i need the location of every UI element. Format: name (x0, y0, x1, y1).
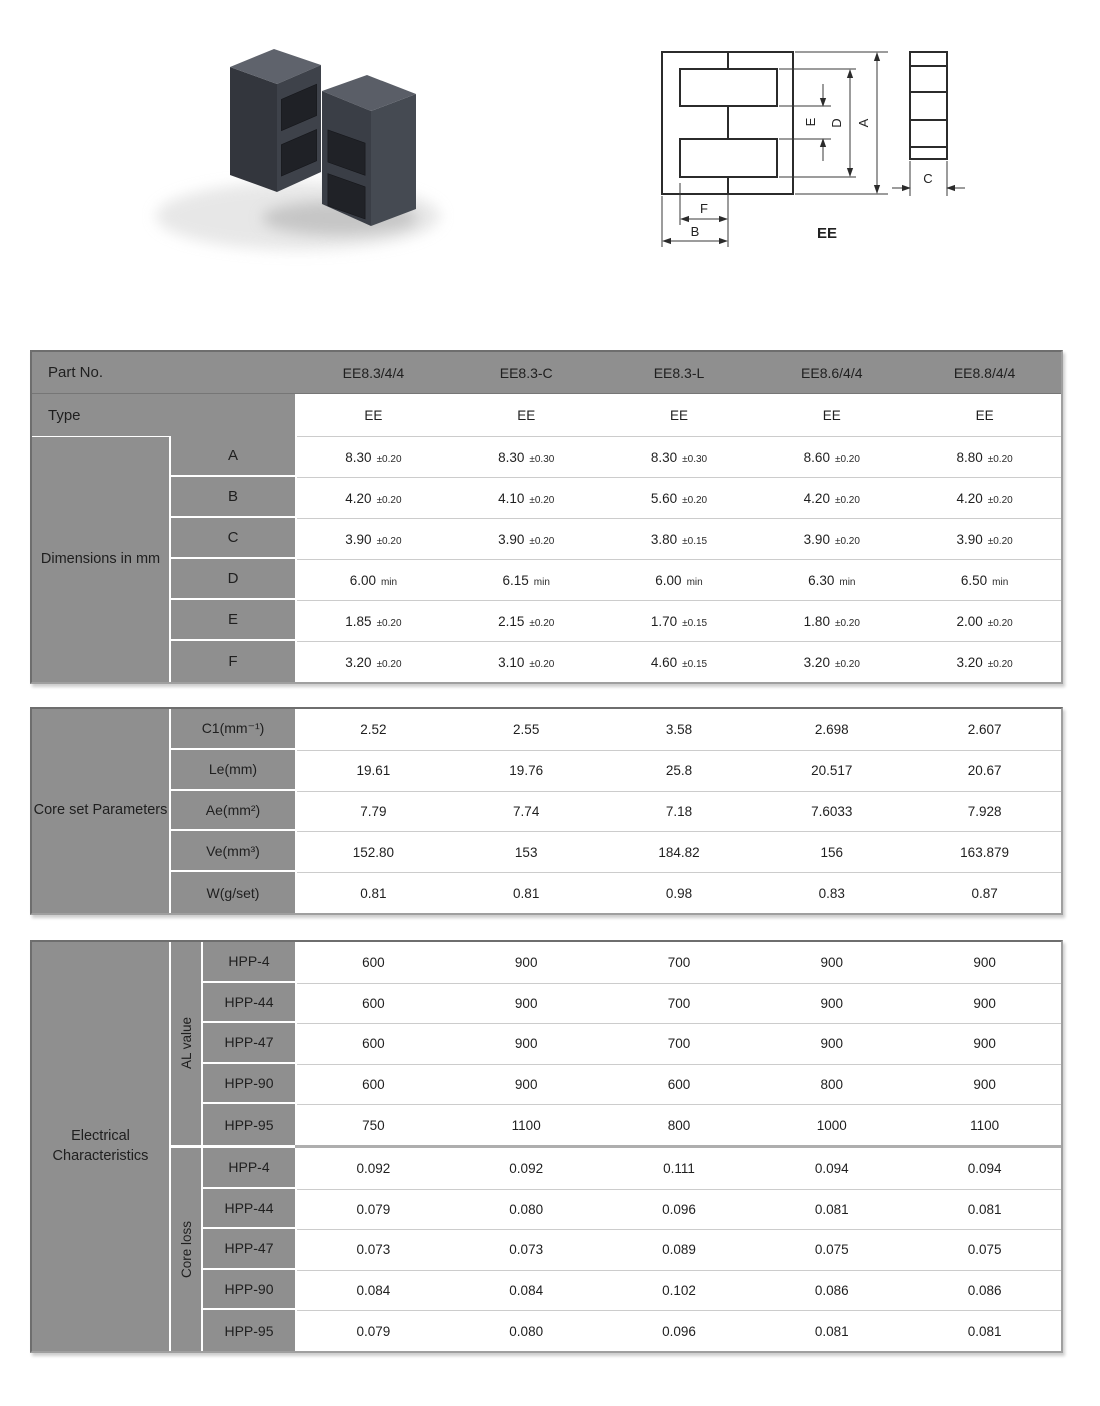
cell-value: 3.20 (803, 654, 830, 670)
cell-tolerance: ±0.20 (376, 494, 402, 506)
cell-value: 8.30 (498, 449, 525, 465)
cell-tolerance: ±0.20 (987, 617, 1013, 629)
cell (297, 436, 450, 477)
row-label: Ve(mm³) (171, 831, 295, 872)
cell-tolerance: ±0.20 (376, 658, 402, 670)
cell-value: 3.10 (498, 654, 525, 670)
cell (908, 600, 1061, 641)
cell-value: 4.10 (498, 490, 525, 506)
part-no-header-row (32, 352, 1061, 394)
cell-value: 3.90 (956, 531, 983, 547)
cell-value: 0.084 (450, 1270, 603, 1311)
cell-tolerance: ±0.15 (682, 617, 708, 629)
cell-value: 0.98 (603, 872, 756, 913)
cell-value: 0.089 (603, 1229, 756, 1270)
cell-value: EE (364, 407, 383, 423)
front-window-bottom (680, 139, 777, 177)
cell-value: 0.83 (755, 872, 908, 913)
cell (755, 600, 908, 641)
row-label: Ae(mm²) (171, 791, 295, 832)
row-label: HPP-95 (203, 1310, 295, 1351)
cell-value: 8.80 (956, 449, 983, 465)
cell (450, 436, 603, 477)
row-group-label: Dimensions in mm (32, 437, 169, 682)
cell-tolerance: ±0.20 (529, 658, 555, 670)
row-label: W(g/set) (171, 872, 295, 913)
cell-value: 19.76 (450, 750, 603, 791)
cell-tolerance: min (839, 576, 856, 588)
table-row (203, 1270, 1061, 1311)
cell-value: 184.82 (603, 831, 756, 872)
dim-label-b: B (690, 224, 700, 239)
subgroup-label: AL value (178, 1017, 194, 1070)
cell-value: 0.081 (755, 1310, 908, 1351)
column-header: EE8.6/4/4 (801, 364, 863, 381)
cell-value: 900 (450, 983, 603, 1024)
row-label: B (171, 477, 295, 518)
type-label: Type (32, 394, 295, 436)
cell-value: 900 (450, 1064, 603, 1105)
front-window-top (680, 69, 777, 106)
table-row (171, 559, 1061, 600)
ee-core-3d-render (130, 20, 460, 270)
front-view (662, 52, 793, 194)
cell-value: 600 (362, 954, 385, 970)
cell (297, 641, 450, 682)
cell-value: 600 (297, 1023, 450, 1064)
cell (603, 518, 756, 559)
cell (603, 559, 756, 600)
cell-value: 3.20 (956, 654, 983, 670)
cell-value: 0.111 (663, 1160, 695, 1176)
cell (603, 600, 756, 641)
row-label: HPP-47 (203, 1023, 295, 1064)
cell (297, 477, 450, 518)
table-row (171, 477, 1061, 518)
cell-value: 4.20 (345, 490, 372, 506)
cell (755, 477, 908, 518)
table-row (203, 1229, 1061, 1270)
cell (450, 600, 603, 641)
cell (450, 477, 603, 518)
cell-tolerance: min (533, 576, 550, 588)
cell-value: 600 (603, 1064, 756, 1105)
table-row (171, 436, 1061, 477)
cell (755, 559, 908, 600)
cell-tolerance: ±0.20 (987, 494, 1013, 506)
cell (908, 559, 1061, 600)
cell-tolerance: ±0.20 (529, 535, 555, 547)
dimension-diagram (620, 20, 1100, 270)
right-e-core (322, 75, 416, 226)
view-caption: EE (816, 225, 838, 242)
side-view (910, 52, 947, 159)
row-label: C (171, 518, 295, 559)
electrical-body (171, 942, 1061, 1351)
cell-value: 900 (755, 1023, 908, 1064)
row-label: D (171, 559, 295, 600)
cell-value: 3.90 (803, 531, 830, 547)
row-label: HPP-44 (203, 983, 295, 1024)
table-row (203, 1148, 1061, 1189)
table-row (171, 641, 1061, 682)
cell-value: 0.87 (908, 872, 1061, 913)
row-group-label: Core set Parameters (32, 709, 169, 913)
cell-value: 7.18 (603, 791, 756, 832)
cell-value: 0.081 (908, 1189, 1061, 1230)
cell-value: 153 (450, 831, 603, 872)
cell-value: 900 (908, 1064, 1061, 1105)
cell-value: 0.086 (755, 1270, 908, 1311)
cell (755, 436, 908, 477)
cell (603, 436, 756, 477)
cell-value: EE (517, 407, 536, 423)
cell-value: 0.094 (967, 1160, 1002, 1176)
cell-value: 152.80 (297, 831, 450, 872)
row-label: HPP-95 (203, 1104, 295, 1145)
cell (297, 600, 450, 641)
cell-value: 4.60 (650, 654, 678, 670)
dimension-drawing (620, 20, 1100, 270)
table-row (203, 1310, 1061, 1351)
cell-value: 1000 (755, 1104, 908, 1145)
cell (908, 436, 1061, 477)
cell-value: 700 (667, 954, 691, 970)
cell-tolerance: min (992, 576, 1009, 588)
table-row (171, 600, 1061, 641)
cell (450, 559, 603, 600)
cell-value: 4.20 (956, 490, 983, 506)
cell-value: 600 (297, 1064, 450, 1105)
cell-value: 8.30 (650, 449, 678, 465)
cell-value: 3.90 (345, 531, 372, 547)
cell-value: 20.517 (755, 750, 908, 791)
cell (450, 641, 603, 682)
dim-label-e: E (803, 117, 818, 127)
cell-tolerance: ±0.20 (376, 453, 402, 465)
cell-value: 0.075 (908, 1229, 1061, 1270)
cell-value: 0.092 (356, 1160, 391, 1176)
cell-tolerance: ±0.20 (834, 535, 860, 547)
cell-tolerance: ±0.20 (987, 453, 1013, 465)
row-label: A (171, 436, 295, 477)
row-label: Le(mm) (171, 750, 295, 791)
cell-value: 0.073 (297, 1229, 450, 1270)
cell-value: 6.00 (349, 572, 376, 588)
cell-value: EE (975, 407, 994, 423)
dimensions-body (171, 436, 1061, 682)
type-row (32, 394, 1061, 436)
table-row (203, 1064, 1061, 1105)
cell-value: 0.080 (450, 1189, 603, 1230)
cell-value: 1100 (908, 1104, 1061, 1145)
cell-tolerance: ±0.30 (682, 453, 708, 465)
cell-value: 1100 (450, 1104, 603, 1145)
cell-tolerance: ±0.20 (834, 658, 860, 670)
spec-table-electrical (30, 940, 1063, 1353)
cell-value: 2.607 (967, 721, 1002, 737)
cell-tolerance: ±0.15 (682, 535, 708, 547)
row-label: E (171, 600, 295, 641)
cell-value: 0.096 (603, 1310, 756, 1351)
cell-value: 0.81 (297, 872, 450, 913)
cell-value: 6.30 (808, 572, 835, 588)
cell-value: 2.15 (498, 613, 525, 629)
cell (908, 641, 1061, 682)
cell-value: 7.928 (908, 791, 1061, 832)
cell-value: 700 (603, 983, 756, 1024)
cell-value: 0.102 (603, 1270, 756, 1311)
cell (908, 477, 1061, 518)
left-e-core (230, 49, 321, 192)
cell-value: 2.00 (956, 613, 983, 629)
cell-value: 0.081 (908, 1310, 1061, 1351)
cell-value: 7.74 (450, 791, 603, 832)
cell-value: 6.00 (655, 572, 682, 588)
cell-value: 0.81 (450, 872, 603, 913)
table-row (203, 1104, 1061, 1145)
cell-tolerance: ±0.20 (529, 617, 555, 629)
row-label: HPP-90 (203, 1064, 295, 1105)
cell-value: 25.8 (603, 750, 756, 791)
column-header: EE8.3-L (653, 364, 705, 381)
dim-label-a: A (856, 118, 871, 128)
cell-value: 0.086 (908, 1270, 1061, 1311)
cell-value: 2.52 (360, 721, 387, 737)
cell-value: 600 (297, 983, 450, 1024)
cell-tolerance: ±0.20 (682, 494, 708, 506)
cell-value: 163.879 (908, 831, 1061, 872)
column-header: EE8.3/4/4 (342, 364, 405, 381)
row-label: F (171, 641, 295, 682)
cell (297, 518, 450, 559)
table-row (203, 1189, 1061, 1230)
cell-value: 19.61 (297, 750, 450, 791)
spec-table-core-set (30, 707, 1063, 915)
cell-value: 3.80 (650, 531, 678, 547)
cell-value: 1.80 (803, 613, 830, 629)
row-label: C1(mm⁻¹) (171, 709, 295, 750)
cell-value: 900 (820, 954, 844, 970)
cell-value: 7.79 (297, 791, 450, 832)
cell-value: 0.092 (509, 1160, 544, 1176)
cell-value: 6.50 (960, 572, 988, 588)
cell-value: 6.15 (502, 572, 529, 588)
cell-value: 0.080 (450, 1310, 603, 1351)
cell-value: 7.6033 (755, 791, 908, 832)
cell-value: 0.084 (297, 1270, 450, 1311)
cell-value: 0.073 (450, 1229, 603, 1270)
table-row (203, 942, 1061, 983)
table-row (171, 709, 1061, 750)
cell-value: 900 (755, 983, 908, 1024)
cell-tolerance: ±0.20 (987, 535, 1013, 547)
cell-value: 900 (908, 1023, 1061, 1064)
dim-label-f: F (700, 201, 708, 216)
cell-value: 3.20 (345, 654, 372, 670)
cell (450, 518, 603, 559)
cell (297, 559, 450, 600)
cell-tolerance: min (380, 576, 398, 588)
cell-value: 8.30 (345, 449, 372, 465)
core-set-body (171, 709, 1061, 913)
cell-value: 0.079 (297, 1189, 450, 1230)
product-photo-ee-core (130, 20, 460, 270)
cell (755, 518, 908, 559)
cell-value: 8.60 (803, 449, 830, 465)
table-row (171, 518, 1061, 559)
cell-value: 750 (297, 1104, 450, 1145)
cell-value: 2.55 (513, 721, 540, 737)
dimension-labels (691, 117, 933, 242)
cell-tolerance: ±0.15 (682, 658, 708, 670)
cell-value: 4.20 (803, 490, 830, 506)
cell (908, 518, 1061, 559)
subgroup-label-cell (171, 1148, 201, 1351)
cell-value: 800 (755, 1064, 908, 1105)
table-row (171, 831, 1061, 872)
column-header: EE8.8/4/4 (953, 364, 1016, 381)
cell-tolerance: ±0.20 (987, 658, 1013, 670)
table-row (171, 872, 1061, 913)
cell-value: 3.90 (498, 531, 525, 547)
row-label: HPP-4 (203, 942, 295, 983)
subgroup-label-cell (171, 942, 201, 1145)
cell-value: EE (669, 407, 688, 423)
row-label: HPP-90 (203, 1270, 295, 1311)
row-label: HPP-47 (203, 1229, 295, 1270)
core-loss-group (171, 1148, 1061, 1351)
cell-value: 156 (755, 831, 908, 872)
cell-value: 0.094 (814, 1160, 849, 1176)
cell-value: 0.096 (603, 1189, 756, 1230)
cell-value: 900 (973, 954, 996, 970)
dim-label-d: D (829, 118, 844, 128)
row-label: HPP-44 (203, 1189, 295, 1230)
cell-value: 800 (603, 1104, 756, 1145)
dim-label-c: C (923, 171, 933, 186)
cell-value: 2.698 (814, 721, 849, 737)
subgroup-label: Core loss (178, 1220, 194, 1279)
cell-tolerance: ±0.20 (834, 453, 860, 465)
cell-tolerance: ±0.30 (529, 453, 555, 465)
row-group-label: Electrical Characteristics (32, 942, 169, 1351)
cell (755, 641, 908, 682)
cell-tolerance: ±0.20 (834, 617, 860, 629)
table-row (171, 750, 1061, 791)
column-header: EE8.3-C (499, 364, 553, 381)
part-no-label: Part No. (48, 364, 104, 381)
table-row (203, 1023, 1061, 1064)
cell (603, 477, 756, 518)
cell-tolerance: ±0.20 (529, 494, 555, 506)
cell-value: 0.075 (755, 1229, 908, 1270)
table-row (171, 791, 1061, 832)
cell-value: 900 (514, 954, 538, 970)
cell-value: 900 (908, 983, 1061, 1024)
cell-value: 900 (450, 1023, 603, 1064)
cell-value: 3.58 (665, 721, 693, 737)
cell-value: 700 (603, 1023, 756, 1064)
cell-tolerance: ±0.20 (834, 494, 860, 506)
al-value-group (171, 942, 1061, 1145)
table-row (203, 983, 1061, 1024)
cell-tolerance: ±0.20 (376, 617, 402, 629)
cell-value: 1.85 (345, 613, 372, 629)
cell-value: 0.079 (297, 1310, 450, 1351)
cell-value: 20.67 (908, 750, 1061, 791)
cell-value: EE (822, 407, 841, 423)
row-label: HPP-4 (203, 1148, 295, 1189)
cell-tolerance: min (686, 576, 703, 588)
cell-value: 5.60 (650, 490, 678, 506)
cell (603, 641, 756, 682)
cell-value: 1.70 (650, 613, 678, 629)
spec-table-dimensions (30, 350, 1063, 684)
cell-tolerance: ±0.20 (376, 535, 402, 547)
cell-value: 0.081 (755, 1189, 908, 1230)
